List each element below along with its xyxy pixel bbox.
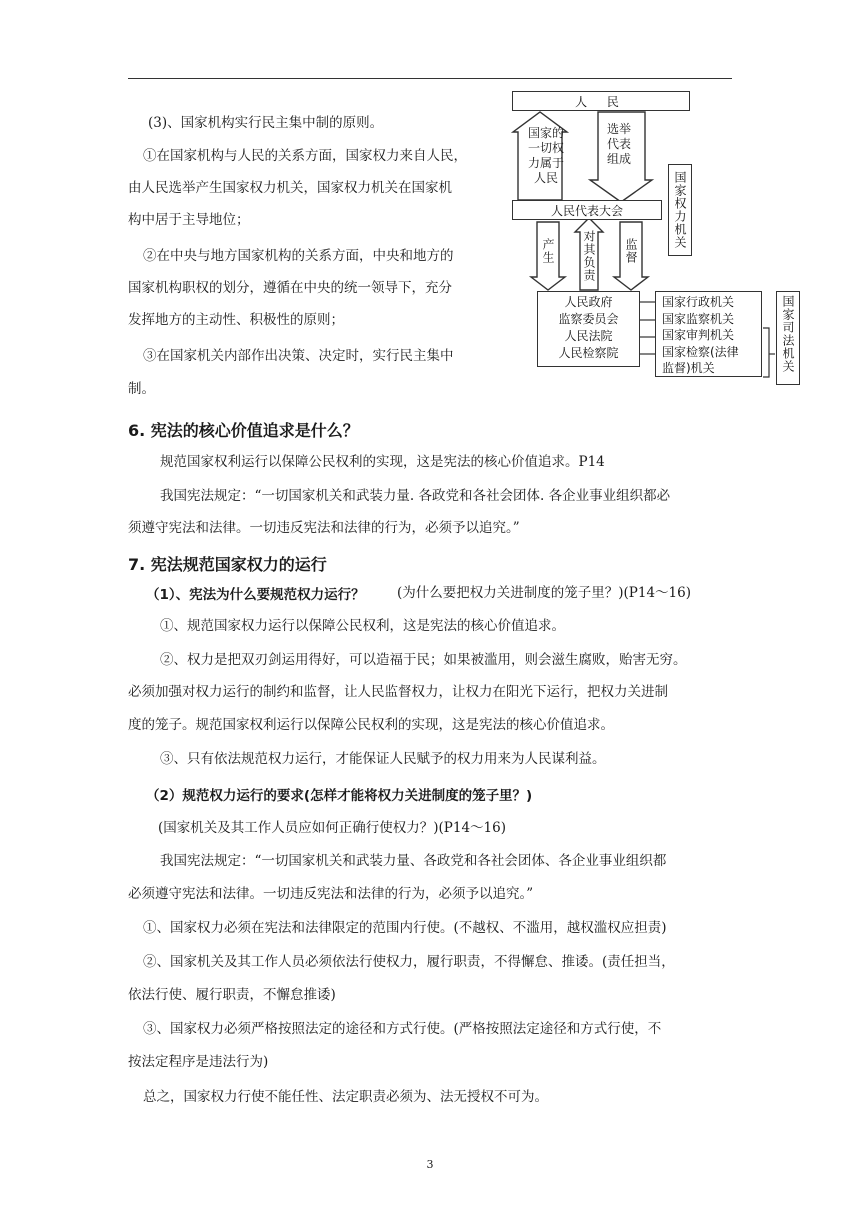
role-supervisory: 国家监察机关 bbox=[662, 311, 735, 326]
produce-label: 产生 bbox=[541, 238, 555, 264]
q7-s1-point-2-line-1: ②、权力是把双刃剑运用得好，可以造福于民；如果被滥用，则会滋生腐败，贻害无穷。 bbox=[160, 652, 687, 668]
q7-heading: 7. 宪法规范国家权力的运行 bbox=[128, 555, 327, 574]
principle-item-2-line-1: ②在中央与地方国家机构的关系方面，中央和地方的 bbox=[143, 248, 454, 264]
judicial-organ-box: 国家司法机关 bbox=[776, 291, 800, 385]
principle-item-2-line-3: 发挥地方的主动性、积极性的原则； bbox=[128, 312, 344, 328]
role-judicial: 国家审判机关 bbox=[662, 328, 735, 342]
q6-paragraph-2-line-2: 须遵守宪法和法律。一切违反宪法和法律的行为，必须予以追究。” bbox=[128, 520, 520, 536]
q7-s1-point-2-line-2: 必须加强对权力运行的制约和监督，让人民监督权力，让权力在阳光下运行，把权力关进制 bbox=[128, 684, 668, 700]
organ-procuratorate: 人民检察院 bbox=[558, 346, 619, 360]
role-procuratorial-1: 国家检察(法律 bbox=[662, 344, 739, 359]
principle-item-1-line-3: 构中居于主导地位； bbox=[128, 212, 250, 228]
principle-item-1-line-2: 由人民选举产生国家权力机关，国家权力机关在国家机 bbox=[128, 180, 452, 196]
organ-government: 人民政府 bbox=[564, 295, 613, 309]
organ-supervision: 监察委员会 bbox=[558, 312, 619, 326]
organs-right-box bbox=[655, 291, 762, 377]
power-organ-box: 国家权力机关 bbox=[668, 164, 692, 256]
principle-item-3-line-2: 制。 bbox=[128, 381, 155, 397]
q6-paragraph-2-line-1: 我国宪法规定：“一切国家机关和武装力量. 各政党和各社会团体. 各企业事业组织都必 bbox=[160, 488, 671, 504]
principle-item-1-line-1: ①在国家机构与人民的关系方面，国家权力来自人民， bbox=[143, 148, 467, 164]
supervise-label: 监督 bbox=[624, 238, 638, 264]
q7-summary: 总之，国家权力行使不能任性、法定职责必须为、法无授权不可为。 bbox=[143, 1089, 548, 1105]
principle-heading: (3)、国家机构实行民主集中制的原则。 bbox=[148, 115, 384, 131]
q7-s1-heading: （1）、宪法为什么要规范权力运行？ bbox=[146, 587, 365, 603]
q7-s2-point-1: ①、国家权力必须在宪法和法律限定的范围内行使。(不越权、不滥用，越权滥权应担责) bbox=[143, 920, 667, 936]
principle-item-3-line-1: ③在国家机关内部作出决策、决定时，实行民主集中 bbox=[143, 348, 454, 364]
role-administrative: 国家行政机关 bbox=[662, 295, 735, 309]
q7-s2-point-3-line-2: 按法定程序是违法行为) bbox=[128, 1054, 269, 1070]
arrow-power-to-people-label: 国家的 一切权 力属于 人民 bbox=[527, 126, 564, 185]
principle-item-2-line-2: 国家机构职权的划分，遵循在中央的统一领导下，充分 bbox=[128, 280, 452, 296]
page-number: 3 bbox=[426, 1158, 434, 1171]
organ-court: 人民法院 bbox=[564, 329, 613, 343]
q7-s1-note: (为什么要把权力关进制度的笼子里？)(P14～16) bbox=[397, 585, 692, 601]
q7-s2-law-line-1: 我国宪法规定：“一切国家机关和武装力量、各政党和各社会团体、各企业事业组织都 bbox=[160, 853, 667, 869]
people-box: 人 民 bbox=[512, 91, 690, 111]
q7-s2-law-line-2: 必须遵守宪法和法律。一切违反宪法和法律的行为，必须予以追究。” bbox=[128, 886, 534, 902]
q7-s2-point-2-line-2: 依法行使、履行职责，不懈怠推诿) bbox=[128, 987, 336, 1003]
arrow-elect-label: 选举 代表 组成 bbox=[606, 122, 631, 166]
npc-box: 人民代表大会 bbox=[512, 200, 662, 220]
q7-s1-point-3: ③、只有依法规范权力运行，才能保证人民赋予的权力用来为人民谋利益。 bbox=[160, 751, 606, 767]
q7-s1-point-1: ①、规范国家权力运行以保障公民权利，这是宪法的核心价值追求。 bbox=[160, 618, 565, 634]
header-rule bbox=[128, 78, 732, 79]
q7-s2-heading: （2）规范权力运行的要求(怎样才能将权力关进制度的笼子里？) bbox=[146, 788, 533, 804]
q7-s2-note: (国家机关及其工作人员应如何正确行使权力？)(P14～16) bbox=[158, 820, 507, 836]
responsible-label: 对其负责 bbox=[582, 230, 596, 282]
q7-s2-point-3-line-1: ③、国家权力必须严格按照法定的途径和方式行使。(严格按照法定途径和方式行使，不 bbox=[143, 1021, 662, 1037]
q6-paragraph-1: 规范国家权利运行以保障公民权利的实现，这是宪法的核心价值追求。P14 bbox=[160, 454, 605, 470]
organs-left-box bbox=[537, 291, 640, 367]
q7-s1-point-2-line-3: 度的笼子。规范国家权利运行以保障公民权利的实现，这是宪法的核心价值追求。 bbox=[128, 717, 614, 733]
role-procuratorial-2: 监督)机关 bbox=[662, 361, 715, 375]
q6-heading: 6. 宪法的核心价值追求是什么？ bbox=[128, 421, 359, 440]
q7-s2-point-2-line-1: ②、国家机关及其工作人员必须依法行使权力，履行职责，不得懈怠、推诿。(责任担当， bbox=[143, 954, 675, 970]
